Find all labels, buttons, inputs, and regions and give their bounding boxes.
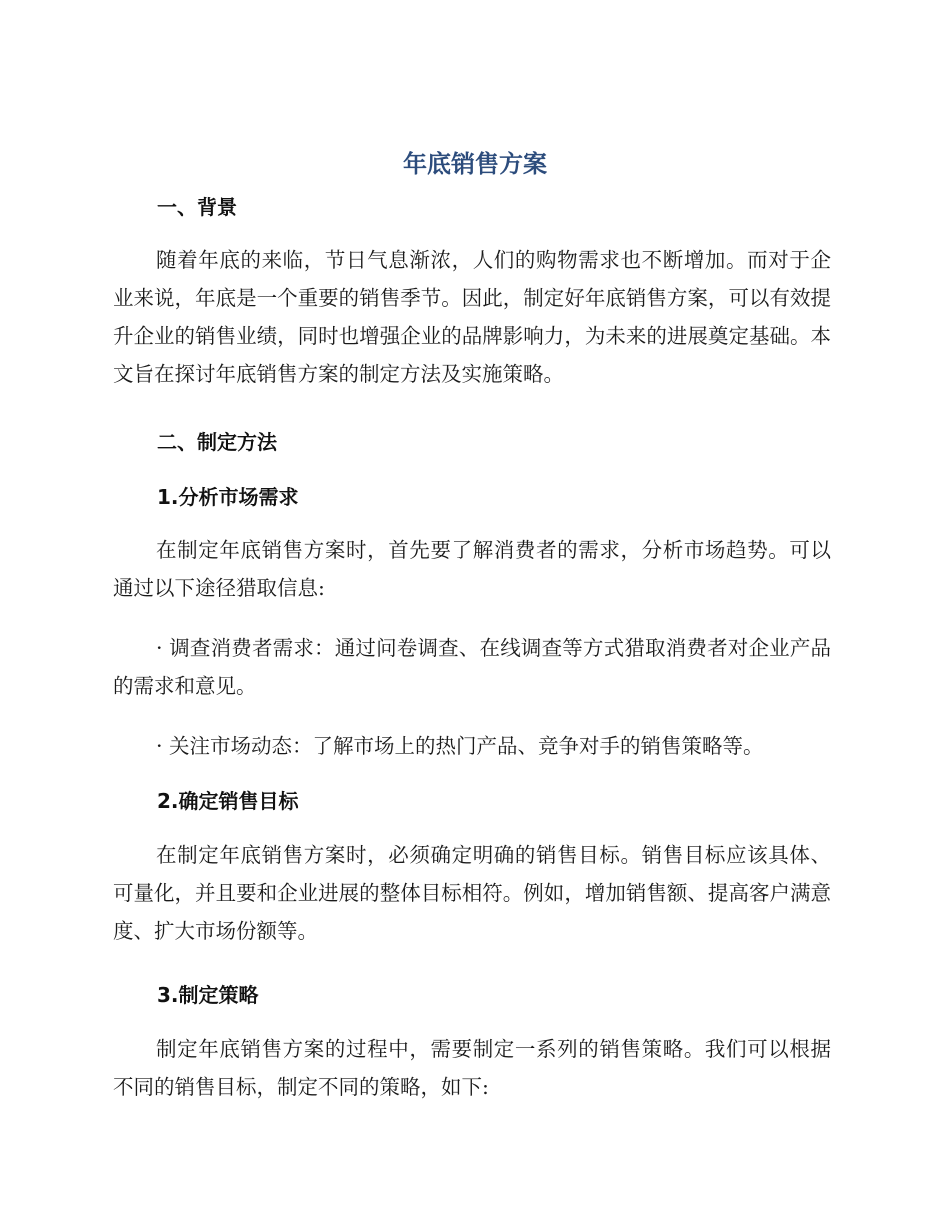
subsection-heading-sales-targets: 2.确定销售目标: [157, 789, 299, 813]
section-heading-background: 一、背景: [157, 195, 237, 219]
bullet-item-consumer-survey: · 调查消费者需求：通过问卷调查、在线调查等方式猎取消费者对企业产品的需求和意见。: [113, 636, 831, 698]
paragraph-strategy: 制定年底销售方案的过程中，需要制定一系列的销售策略。我们可以根据不同的销售目标，制定不同的策略，如下:: [113, 1037, 831, 1099]
paragraph-background: 随着年底的来临，节日气息渐浓，人们的购物需求也不断增加。而对于企业来说，年底是一个重要的销售季节。因此，制定好年底销售方案，可以有效提升企业的销售业绩，同时也增强企业的品牌影响力，为未来的进展奠定基础。本文旨在探讨年底销售方案的制定方法及实施策略。: [113, 248, 831, 386]
section-heading-methods: 二、制定方法: [157, 430, 277, 454]
document-title: 年底销售方案: [403, 150, 547, 178]
subsection-heading-strategy: 3.制定策略: [157, 983, 259, 1007]
subsection-heading-market-demand: 1.分析市场需求: [157, 485, 299, 509]
paragraph-market-demand: 在制定年底销售方案时，首先要了解消费者的需求，分析市场趋势。可以通过以下途径猎取信息:: [113, 538, 831, 600]
paragraph-sales-targets: 在制定年底销售方案时，必须确定明确的销售目标。销售目标应该具体、可量化，并且要和企业进展的整体目标相符。例如，增加销售额、提高客户满意度、扩大市场份额等。: [113, 843, 831, 943]
bullet-item-market-trends: · 关注市场动态：了解市场上的热门产品、竞争对手的销售策略等。: [156, 734, 764, 758]
